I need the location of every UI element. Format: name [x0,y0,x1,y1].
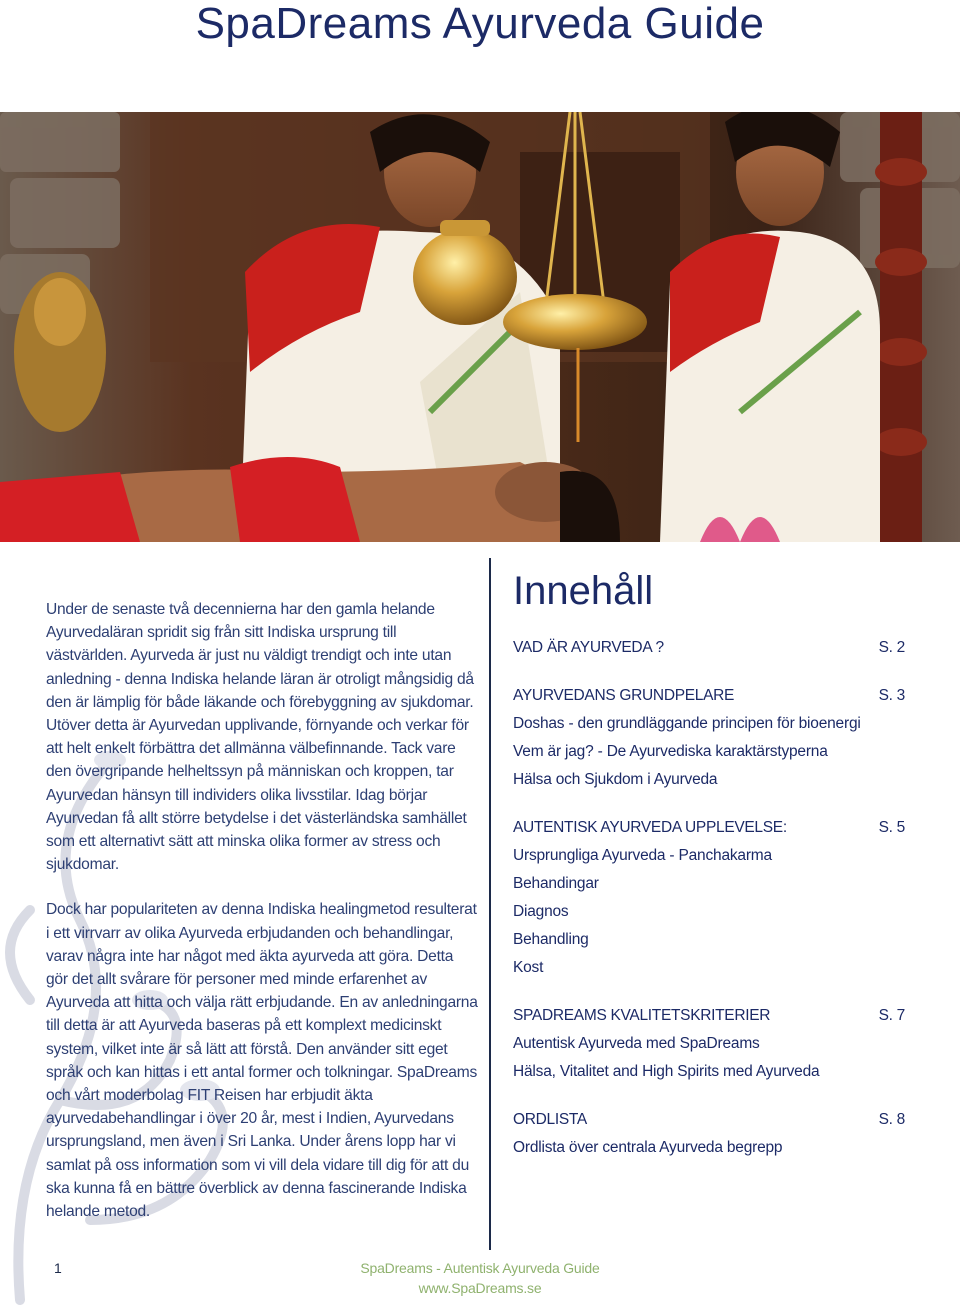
toc-entry-page: S. 7 [878,1007,905,1024]
toc-entry[interactable] [513,634,905,662]
toc-section [513,634,905,662]
toc-entry[interactable] [513,1106,905,1134]
intro-paragraph: Under de senaste två decennierna har den gamla helande Ayurvedaläran spridit sig från sitt Indiska ursprung till västvärlden. Ayurveda är just nu väldigt trendigt och inte utan anledning - denna Indiska helande läran är otroligt mångsidig då den är lämplig för både läkande och förebyggning av sjukdomar. Utöver detta är Ayurvedan upplivande, förnyande och verkar för att helt enkelt förbättra det allmänna välbefinnande. Tack vare den övergripande helheltssyn på människan och kroppen, tar Ayurvedan hänsyn till individers olika livsstilar. Idag börjar Ayurvedan få allt större betydelse i det västerländska samhället som ett alternativt sätt att minska olika former av stress och sjukdomar. [46,601,474,874]
table-of-contents [513,560,905,1182]
toc-entry[interactable] [513,682,905,710]
hero-photo [0,112,960,542]
toc-subitem[interactable]: Autentisk Ayurveda med SpaDreams [513,1035,760,1052]
footer [0,1258,960,1298]
toc-entry-title: AYURVEDANS GRUNDPELARE [513,687,735,704]
toc-entry-title: SPADREAMS KVALITETSKRITERIER [513,1007,771,1024]
toc-entry-title: AUTENTISK AYURVEDA UPPLEVELSE: [513,819,787,836]
toc-subitem[interactable]: Behandingar [513,875,599,892]
toc-subitem[interactable]: Ursprungliga Ayurveda - Panchakarma [513,847,772,864]
toc-subitem[interactable]: Vem är jag? - De Ayurvediska karaktärstyperna [513,743,828,760]
column-divider [489,558,491,1250]
footer-title: SpaDreams - Autentisk Ayurveda Guide [360,1260,600,1276]
toc-subitem[interactable]: Doshas - den grundläggande principen för bioenergi [513,715,861,732]
toc-subitem[interactable]: Ordlista över centrala Ayurveda begrepp [513,1139,783,1156]
intro-text [46,598,478,1245]
toc-entry-page: S. 3 [878,687,905,704]
intro-paragraph: Dock har populariteten av denna Indiska healingmetod resulterat i ett virrvarr av olika Ayurveda erbjudanden och behandlingar, varav några inte har något med äkta ayurveda att göra. Detta gör det allt svårare för personer med minde erfarenhet av Ayurveda att hitta och välja rätt erbjudande. En av anledningarna till detta är att Ayurveda baseras på ett komplext medicinskt system, vilket inte är så lätt att förstå. Den använder sitt eget språk och kan hittas i ett antal former och tolkningar. SpaDreams och vårt moderbolag FIT Reisen har erbjudit äkta ayurvedabehandlingar i över 20 år, mest i Indien, Ayurvedans ursprungsland, men även i Sri Lanka. Under årens lopp har vi samlat på oss information som vi vill dela vidare till dig för att du ska kunna få en bättre överblick av denna fascinerande Indiska helande metod. [46,901,478,1221]
toc-subitem[interactable]: Diagnos [513,903,569,920]
toc-entry-title: VAD ÄR AYURVEDA ? [513,639,664,656]
toc-entry[interactable] [513,814,905,842]
toc-section [513,814,905,982]
toc-entry-page: S. 5 [878,819,905,836]
footer-url[interactable]: www.SpaDreams.se [418,1280,542,1296]
toc-entry-title: ORDLISTA [513,1111,587,1128]
toc-section [513,1002,905,1086]
toc-subitem[interactable]: Hälsa och Sjukdom i Ayurveda [513,771,718,788]
toc-entry-page: S. 2 [878,639,905,656]
toc-subitem[interactable]: Behandling [513,931,589,948]
page-number: 1 [54,1260,62,1276]
toc-subitem[interactable]: Kost [513,959,544,976]
toc-entry[interactable] [513,1002,905,1030]
toc-section [513,1106,905,1162]
toc-section [513,682,905,794]
toc-heading: Innehåll [513,569,654,613]
toc-entry-page: S. 8 [878,1111,905,1128]
page-title: SpaDreams Ayurveda Guide [195,0,765,48]
toc-subitem[interactable]: Hälsa, Vitalitet and High Spirits med Ayurveda [513,1063,820,1080]
